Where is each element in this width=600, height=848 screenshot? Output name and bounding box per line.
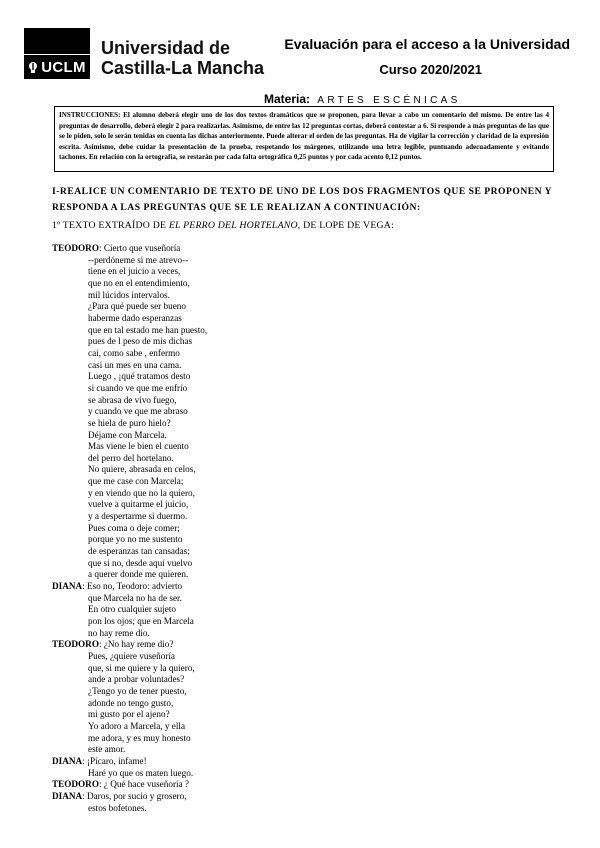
speaker-name: DIANA — [52, 790, 83, 801]
verse-line: pues de l peso de mis dichas — [88, 336, 193, 347]
speech-first-line — [52, 639, 552, 651]
verse-line: adonde no tengo gusto, — [88, 697, 174, 708]
speech-first-line — [52, 756, 552, 768]
uclm-logo — [24, 55, 90, 79]
verse-line: haberme dado esperanzas — [88, 312, 182, 323]
subject-value: ARTES ESCÉNICAS — [317, 95, 461, 106]
verse-line: casi un mes en una cama. — [88, 359, 182, 370]
verse-line: No quiere, abrasada en celos, — [88, 464, 196, 475]
verse-line: mil lúcidos intervalos. — [88, 289, 170, 300]
speech-block — [52, 791, 552, 814]
verse-line: tiene en el juicio a veces, — [88, 266, 181, 277]
section-heading-line2: RESPONDA A LAS PREGUNTAS QUE SE LE REALIZAN A CONTINUACIÓN: — [52, 202, 421, 213]
verse-line: pon los ojos; que en Marcela — [88, 616, 194, 626]
verse-line: caí, como sabe , enfermo — [88, 347, 180, 358]
verse-line: que, si me quiere y la quiero, — [88, 662, 195, 673]
evaluation-title: Evaluación para el acceso a la Universidad — [284, 36, 570, 52]
verse-line: mi gusto por el ajeno? — [88, 709, 170, 720]
speech-first-line — [52, 779, 552, 791]
speech-first-line — [52, 791, 552, 803]
dialogue-text — [52, 243, 552, 814]
verse-line: que no en el entendimiento, — [88, 277, 190, 288]
subject-line — [264, 92, 461, 106]
verse-line: ¿Para qué puede ser bueno — [88, 301, 186, 312]
verse-line: porque yo no me sustento — [88, 534, 183, 545]
verse-line: que Marcela no ha de ser. — [88, 592, 182, 603]
text-title-prefix: 1º TEXTO EXTRAÍDO DE — [52, 220, 169, 231]
verse-line: no hay reme dio. — [88, 627, 150, 638]
verse-line: que si no, desde aquí vuelvo — [88, 557, 193, 568]
speech-block — [52, 779, 552, 791]
text-title-work: EL PERRO DEL HORTELANO — [168, 220, 298, 231]
speaker-name: DIANA — [52, 755, 83, 766]
logo-block — [24, 28, 90, 54]
verse-line: : ¡Pícaro, infame! — [82, 755, 147, 766]
subject-label: Materia: — [264, 92, 311, 106]
verse-line: a querer donde me quieren. — [88, 569, 189, 580]
verse-line: : ¿No hay reme dio? — [98, 639, 174, 650]
verse-line: : ¿ Qué hace vuseñoría ? — [98, 779, 190, 790]
page-header — [0, 0, 600, 110]
verse-line: este amor. — [88, 744, 126, 755]
verse-line: y a despertarme si duermo. — [88, 511, 188, 522]
verse-line: Pues coma o deje comer; — [88, 522, 180, 533]
verse-line: --perdóneme si me atrevo-- — [88, 254, 189, 265]
speaker-name: DIANA — [52, 581, 83, 592]
verse-line: que me case con Marcela; — [88, 476, 184, 487]
verse-line: Yo adoro a Marcela, y ella — [88, 720, 186, 731]
verse-line: estos bofetones. — [88, 802, 147, 813]
verse-line: : Cierto que vuseñoría — [98, 243, 181, 253]
section-heading-line1: I-REALICE UN COMENTARIO DE TEXTO DE UNO DE LOS DOS FRAGMENTOS QUE SE PROPONEN Y — [52, 186, 553, 197]
instructions-box: INSTRUCCIONES: El alumno deberá elegir uno de los dos textos dramáticos que se proponen, para llevar a cabo un comentario del mismo. De entre las 4 preguntas de desarrollo, deberá elegir 2 para realizarlas. Asimismo, de entre las 12 preguntas cortas, deberá contestar a 6. Si responde a más preguntas de las que se le piden, solo le serán tenidas en cuenta las dichas anteriormente. Puede alterar el orden de las preguntas. Ha de vigilar la corrección y claridad de la expresión escrita. Asimismo, debe cuidar la presentación de la prueba, respetando los márgenes, utilizando una letra legible, puntuando adecuadamente y evitando tachones. En relación con la ortografía, se restarán por cada falta ortográfica 0,25 puntos y por cada acento 0,12 puntos. — [54, 106, 554, 172]
verse-line: de esperanzas tan cansadas; — [88, 546, 190, 557]
university-name — [101, 38, 281, 78]
verse-line: ¿Tengo yo de tener puesto, — [88, 685, 187, 696]
speech-block — [52, 756, 552, 779]
speech-block — [52, 243, 552, 581]
verse-line: Luego , ¡qué tratamos desto — [88, 371, 191, 382]
verse-line: que en tal estado me han puesto, — [88, 324, 208, 335]
verse-line: Pues, ¿quiere vuseñoría — [88, 650, 175, 661]
lamp-icon — [28, 61, 38, 74]
speaker-name: TEODORO — [52, 779, 99, 790]
verse-line: Déjame con Marcela. — [88, 429, 167, 440]
speech-first-line — [52, 243, 552, 255]
verse-line: y cuando ve que me abraso — [88, 406, 188, 417]
verse-line: y en viendo que no la quiero, — [88, 487, 195, 498]
verse-line: En otro cualquier sujeto — [88, 604, 177, 615]
verse-line: del perro del hortelano. — [88, 452, 174, 463]
speech-block — [52, 581, 552, 639]
verse-line: me adora, y es muy honesto — [88, 732, 191, 743]
university-name-line1: Universidad de — [101, 38, 231, 58]
speech-block — [52, 639, 552, 756]
logo-text: UCLM — [41, 58, 86, 76]
verse-line: se abrasa de vivo fuego, — [88, 394, 177, 405]
verse-line: ande a probar voluntades? — [88, 674, 185, 685]
verse-line: Haré yo que os maten luego. — [88, 767, 194, 778]
verse-line: se hiela de puro hielo? — [88, 417, 171, 428]
speech-first-line — [52, 581, 552, 593]
section-heading — [52, 184, 572, 216]
text-title — [52, 220, 572, 231]
course-label: Curso 2020/2021 — [379, 62, 482, 77]
verse-line: : Daros, por sucio y grosero, — [82, 790, 187, 801]
university-name-line2: Castilla-La Mancha — [101, 58, 265, 78]
verse-line: : Eso no, Teodoro: advierto — [82, 581, 183, 592]
verse-line: Mas viene le bien el cuento — [88, 441, 189, 452]
verse-line: vuelve a quitarme el juicio, — [88, 499, 189, 510]
verse-line: si cuando ve que me enfrío — [88, 382, 188, 393]
speaker-name: TEODORO — [52, 243, 99, 253]
speaker-name: TEODORO — [52, 639, 99, 650]
text-title-suffix: , DE LOPE DE VEGA: — [297, 220, 394, 231]
